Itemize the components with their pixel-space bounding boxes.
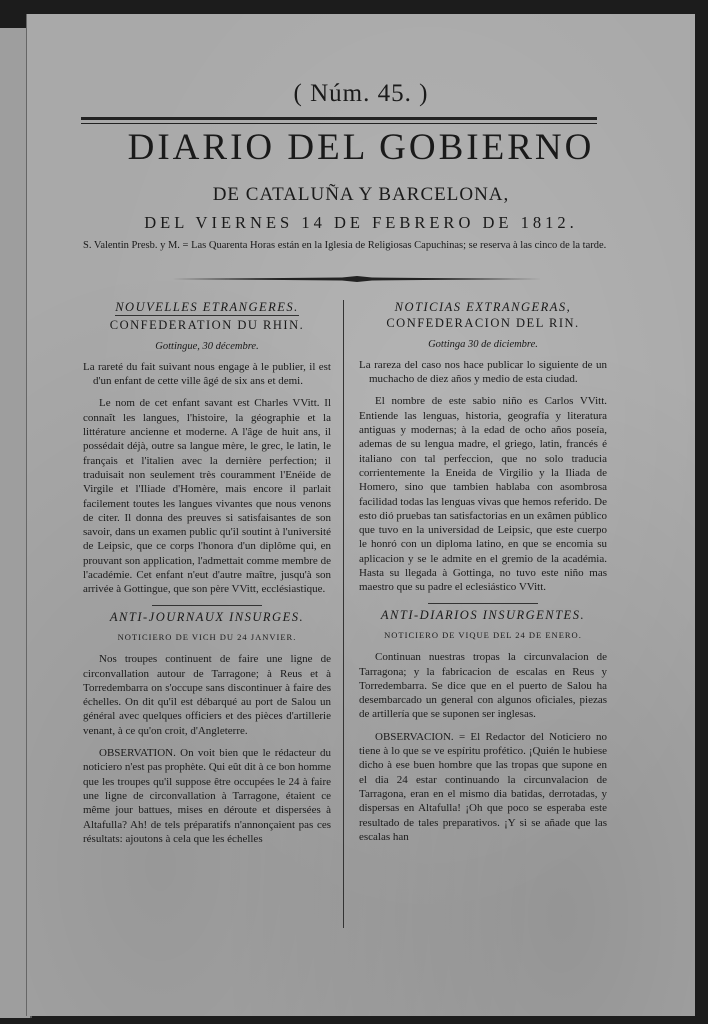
section-subtitle-confederation: CONFEDERATION DU RHIN. [109,318,305,333]
noticiero-heading: NOTICIERO DE VIQUE DEL 24 DE ENERO. [384,629,582,640]
article-paragraph: El nombre de este sabio niño es Carlos VVitt. Entiende las lenguas, historia, geografía y literatura antiguas y modernas; à la edad de ocho años poseía, ademas de su lengua madre, el griego, latin, francés é italiano con tal perfeccion, que no solo traducia corrientemente la Eneida de Virgilio y la Iliada de Homero, sino que tambien hablaba con asombrosa facilidad todas las lenguas vivas que hemos referido. De esto dió pruebas tan satisfactorias en un exâmen público que tuvo en la universidad de Leipsic, que este cuerpo le honró con un diploma latino, en que se encomia su aplicacion y se le admite en el gremio de la académia. Hasta su llegada à Gottinga, no tuvo este niño mas maestro que su padre el eclesiástico VVitt. [359,395,607,594]
noticiero-heading: NOTICIERO DE VICH DU 24 JANVIER. [117,631,297,642]
article-paragraph: Nos troupes continuent de faire une ligne de circonvallation autour de Tarragone; à Reus et à Torredembarra on s'occupe sans discontinuer à faire des échelles. On dit qu'il est débarqué au port de Salou un général avec quelques officiers et des pièces d'artillerie venant, à ce qu'on croit, d'Angleterre. [83,653,331,737]
saint-notice: S. Valentin Presb. y M. = Las Quarenta Horas están en la Iglesia de Religiosas Capuchinas; se reserva à las cinco de la tarde. [83,240,607,251]
article-paragraph: Le nom de cet enfant savant est Charles VVitt. Il connaît les langues, l'histoire, la géographie et la littérature ancienne et moderne. A l'âge de huit ans, il possédait déjà, outre sa langue mère, le grec, le latin, le français et l'italien avec la dernière perfection; il traduisait non seulement très couramment l'Enéide de Virgile et l'Iliade d'Homère, mais encore il parlait facilement toutes les langues vivantes que nous venons de citer. Il donna des preuves si satisfaisantes de son savoir, dans un examen public qu'il soutint à l'université de Leipsic, que ce corps l'honora d'un diplôme qui, en prouvant son application, l'admettait comme membre de l'académie. Cet enfant n'eut d'autre maître, jusqu'à son arrivée à Gottingue, que son père VVitt, ecclésiastique. [83,397,331,596]
masthead-subtitle: DE CATALUÑA Y BARCELONA, [212,184,510,205]
article-paragraph: OBSERVACION. = El Redactor del Noticiero no tiene à lo que se ve espíritu profético. ¡Quién le hubiese dicho à ese buen hombre que las tropas que supone en el dia 24 estar continuando la circunvalacion de Tarragona, eran en el mismo dia batidas, derrotadas, y dispersas en Altafulla! ¡Oh que poco se esperaba este resultado de tales preparativos. ¡Y si se añade que las escalas han [359,730,607,843]
spanish-column [359,300,607,844]
section-separator [428,603,538,604]
section-title-nouvelles: NOUVELLES ETRANGERES. [83,300,331,316]
section-separator [152,605,262,606]
article-paragraph: La rareté du fait suivant nous engage à le publier, il est d'un enfant de cette ville âgé de six ans et demi. [83,360,331,388]
section-subtitle-confederacion: CONFEDERACION DEL RIN. [386,316,580,331]
masthead-title: DIARIO DEL GOBIERNO [127,127,595,168]
issue-number: ( Núm. 45. ) [293,80,429,107]
dateline-gottinga: Gottinga 30 de diciembre. [428,338,538,350]
dateline-gottingue: Gottingue, 30 décembre. [155,340,259,352]
section-title-anti-diarios: ANTI-DIARIOS INSURGENTES. [380,607,586,622]
section-title-anti-journaux: ANTI-JOURNAUX INSURGES. [109,609,305,624]
date-line: DEL VIERNES 14 DE FEBRERO DE 1812. [144,213,578,232]
newspaper-page [26,14,695,1016]
section-title-noticias: NOTICIAS EXTRANGERAS, [394,300,572,314]
article-paragraph: La rareza del caso nos hace publicar lo siguiente de un muchacho de diez años y medio de esta ciudad. [359,358,607,386]
article-paragraph: OBSERVATION. On voit bien que le rédacteur du noticiero n'est pas prophète. Qui eût dit à ce bon homme que les troupes qu'il suppose être occupées le 24 à faire une ligne de circonvallation à Tarragone, étaient ce même jour battues, mises en déroute et dispersées à Altafulla? Ah! de tels préparatifs n'annonçaient pas ces résultats: ajoutons à cela que les échelles [83,747,331,845]
ornamental-rule [172,276,542,282]
header-rule [81,117,597,124]
french-column [83,300,331,846]
column-divider [343,300,344,928]
article-paragraph: Continuan nuestras tropas la circunvalacion de Tarragona; y la fabricacion de escalas en Reus y Torredembarra. Se dice que en el puerto de Salou ha desembarcado un general con algunos oficiales, piezas de artillería que se suponen ser inglesas. [359,651,607,721]
